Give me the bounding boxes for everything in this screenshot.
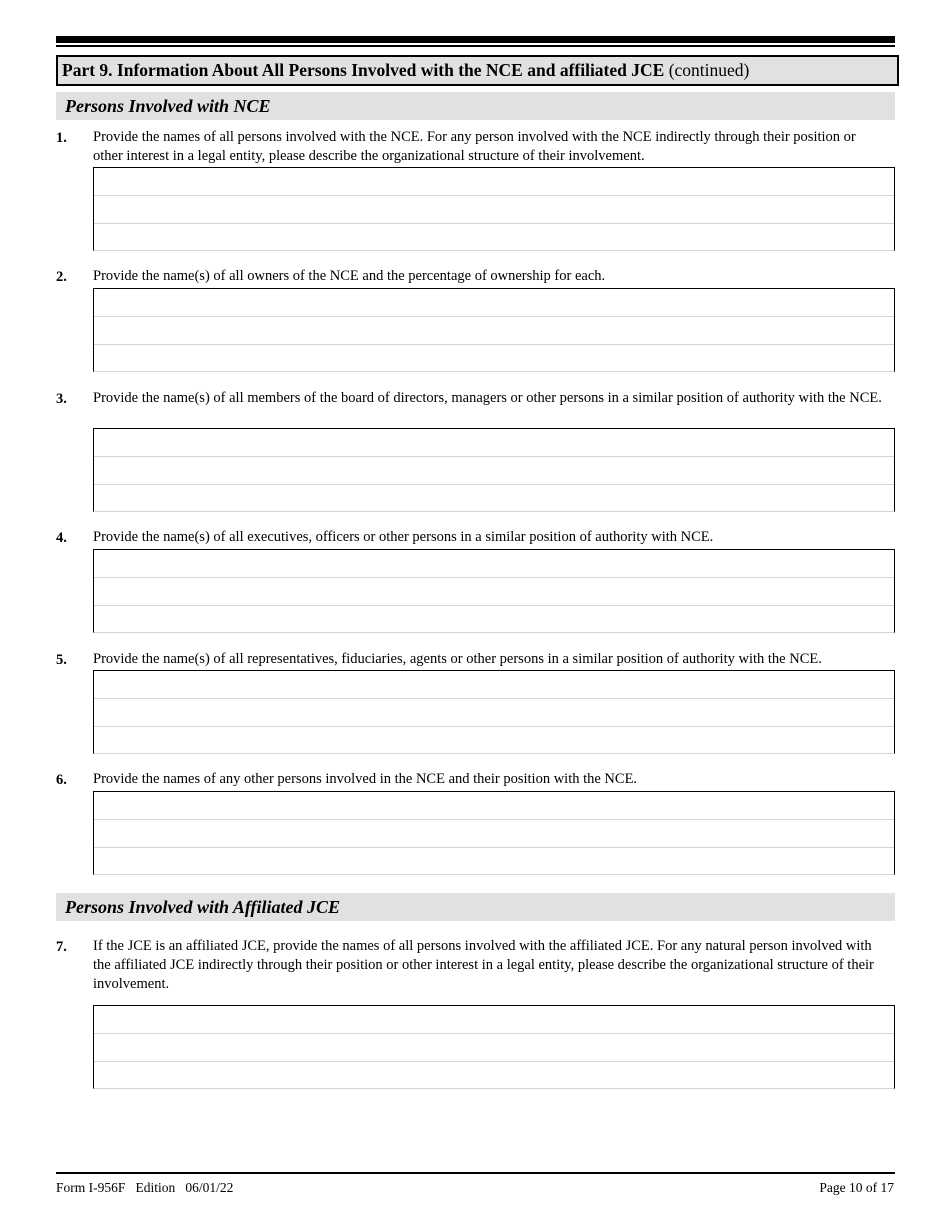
question-4-number: 4. <box>56 530 67 546</box>
question-5-answer-field[interactable] <box>93 670 895 754</box>
answer-line <box>94 196 894 224</box>
answer-line <box>94 727 894 755</box>
question-1-number: 1. <box>56 130 67 146</box>
part-title: Part 9. Information About All Persons Involved with the NCE and affiliated JCE <box>62 60 665 80</box>
question-7-text: If the JCE is an affiliated JCE, provide the names of all persons involved with the affiliated JCE. For any natural person involved with the affiliated JCE indirectly through their position or other interest in a legal entity, please describe the organizational structure of their involvement. <box>93 938 874 992</box>
answer-line <box>94 848 894 876</box>
answer-line <box>94 168 894 196</box>
answer-line <box>94 317 894 345</box>
question-1-text: Provide the names of all persons involved with the NCE. For any person involved with the NCE indirectly through their position or other interest in a legal entity, please describe the organizational structure of their involvement. <box>93 129 856 164</box>
answer-line <box>94 792 894 820</box>
answer-line <box>94 606 894 634</box>
answer-line <box>94 671 894 699</box>
question-2-text: Provide the name(s) of all owners of the NCE and the percentage of ownership for each. <box>93 268 606 284</box>
question-2-number: 2. <box>56 269 67 285</box>
question-3-number: 3. <box>56 391 67 407</box>
section-heading-nce: Persons Involved with NCE <box>56 92 895 120</box>
answer-line <box>94 485 894 513</box>
answer-line <box>94 699 894 727</box>
answer-line <box>94 1034 894 1062</box>
question-5-number: 5. <box>56 652 67 668</box>
top-rule-thin <box>56 45 895 47</box>
question-2-answer-field[interactable] <box>93 288 895 372</box>
page-number: Page 10 of 17 <box>819 1180 894 1195</box>
answer-line <box>94 1062 894 1090</box>
answer-line <box>94 578 894 606</box>
footer-rule <box>56 1172 895 1174</box>
answer-line <box>94 550 894 578</box>
top-rule-thick <box>56 36 895 43</box>
question-1-answer-field[interactable] <box>93 167 895 251</box>
answer-line <box>94 289 894 317</box>
question-7-number: 7. <box>56 939 67 955</box>
answer-line <box>94 457 894 485</box>
question-6-answer-field[interactable] <box>93 791 895 875</box>
answer-line <box>94 1006 894 1034</box>
question-4-answer-field[interactable] <box>93 549 895 633</box>
question-7-answer-field[interactable] <box>93 1005 895 1089</box>
answer-line <box>94 820 894 848</box>
section-heading-affiliated-jce: Persons Involved with Affiliated JCE <box>56 893 895 921</box>
form-edition: Form I-956F Edition 06/01/22 <box>56 1180 234 1195</box>
question-3-text: Provide the name(s) of all members of the board of directors, managers or other persons in a similar position of authority with the NCE. <box>93 390 882 406</box>
question-4-text: Provide the name(s) of all executives, officers or other persons in a similar position of authority with NCE. <box>93 529 714 545</box>
question-6-number: 6. <box>56 772 67 788</box>
question-6-text: Provide the names of any other persons involved in the NCE and their position with the NCE. <box>93 771 638 787</box>
answer-line <box>94 429 894 457</box>
answer-line <box>94 345 894 373</box>
part-continued: (continued) <box>668 60 750 80</box>
question-3-answer-field[interactable] <box>93 428 895 512</box>
question-5-text: Provide the name(s) of all representatives, fiduciaries, agents or other persons in a similar position of authority with the NCE. <box>93 651 822 667</box>
answer-line <box>94 224 894 252</box>
part-header <box>56 55 899 86</box>
